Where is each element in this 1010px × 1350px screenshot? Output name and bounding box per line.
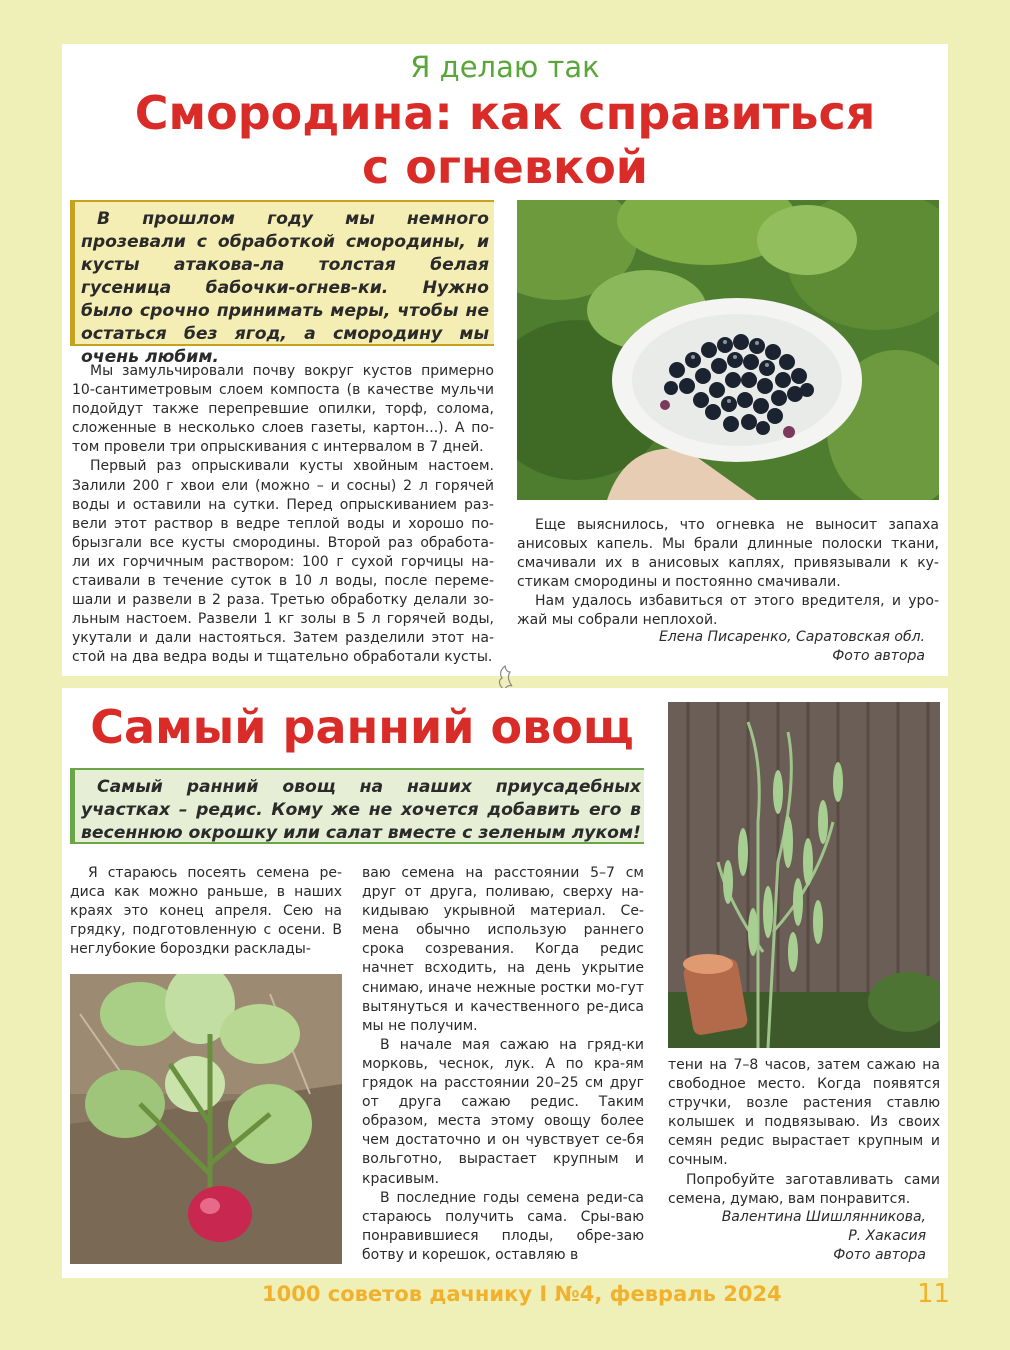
- article-radish-panel: [62, 688, 948, 1278]
- paragraph: Я стараюсь посеять семена ре-диса как можно раньше, в наших краях это конец апреля. Сею на грядку, подготовленную с осени. В неглубокие бороздки расклады-: [70, 865, 342, 958]
- author-region: Р. Хакасия: [848, 1228, 926, 1244]
- radish-photo: [70, 974, 342, 1264]
- paragraph: Мы замульчировали почву вокруг кустов примерно 10-сантиметровым слоем компоста (в качестве мульчи подойдут также перепревшие опилки, торф, солома, сложенные в несколько слоев газеты, картон...). А по-том провели три опрыскивания с интервалом в 7 дней.: [72, 363, 494, 456]
- article-title: Самый ранний овощ: [90, 700, 634, 754]
- author-name: Валентина Шишлянникова,: [721, 1209, 926, 1225]
- column-1: [70, 864, 342, 959]
- radish-plant-image: [70, 974, 342, 1264]
- paragraph: Первый раз опрыскивали кусты хвойным настоем. Залили 200 г хвои ели (можно – и сосны) 2 л горячей воды и оставили на сутки. Перед опрыскиванием раз-вели этот раствор в ведре теплой воды и хорошо по-брызгали все кусты смородины. Второй раз обработа-ли их горчичным раствором: 100 г сухой горчицы на-стаивали в течение суток в 10 л воды, после переме-шали и развели в 2 раза. Третью обработку делали зо-льным настоем. Развели 1 кг золы в 5 л горячей воды, укутали и дали настояться. Затем разделили этот на-стой на два ведра воды и тщательно обработали кусты.: [72, 458, 494, 666]
- column-2: [362, 864, 644, 1265]
- article-title-line2: с огневкой: [361, 140, 649, 194]
- lead-box: [70, 200, 494, 367]
- paragraph: Еще выяснилось, что огневка не выносит запаха анисовых капель. Мы брали длинные полоски ткани, смачивали их в анисовых каплях, привязывали к ку-стикам смородины и постоянно смачивали.: [517, 517, 939, 591]
- currant-photo: [517, 200, 939, 500]
- magazine-footer: 1000 советов дачнику I №4, февраль 2024: [262, 1282, 782, 1306]
- photo-credit: Фото автора: [832, 648, 925, 664]
- article-body-left: [72, 362, 494, 668]
- author-signature: Елена Писаренко, Саратовская обл.: [658, 629, 925, 645]
- currant-bowl-image: [517, 200, 939, 500]
- paragraph: ваю семена на расстоянии 5–7 см друг от друга, поливаю, сверху на-кидываю укрывной материал. Се-мена обычно использую раннего срока созревания. Когда редис начнет всходить, на день укрытие снимаю, иначе нежные ростки мо-гут вытянуться и качественного ре-диса мы не получим.: [362, 865, 644, 1034]
- lead-text: Самый ранний овощ на наших приусадебных участках – редис. Кому же не хочется добавить его в весеннюю окрошку или салат вместе с зеленым луком!: [81, 777, 641, 843]
- paragraph: Попробуйте заготавливать сами семена, думаю, вам понравится.: [668, 1171, 940, 1207]
- lead-box: [70, 768, 644, 844]
- photo-credit: Фото автора: [833, 1247, 926, 1263]
- paragraph: Нам удалось избавиться от этого вредителя, и уро-жай мы собрали неплохой.: [517, 593, 939, 629]
- radish-seeds-photo: [668, 702, 940, 1048]
- rubric-label: Я делаю так: [410, 50, 600, 84]
- paragraph: В последние годы семена реди-са стараюсь получить сама. Сры-ваю понравившиеся плоды, обре-заю ботву и корешок, оставляю в: [362, 1189, 644, 1263]
- paragraph: В начале мая сажаю на гряд-ки морковь, чеснок, лук. А по кра-ям грядок на расстоянии 20–25 см друг от друга сажаю редис. Таким образом, места этому овощу более чем достаточно и он чувствует се-бя вольготно, вырастает крупным и красивым.: [362, 1036, 644, 1187]
- page-number: 11: [917, 1279, 951, 1309]
- article-title-line1: Смородина: как справиться: [134, 86, 876, 140]
- column-3: [668, 1056, 940, 1209]
- paragraph: тени на 7–8 часов, затем сажаю на свободное место. Когда появятся стручки, возле растения ставлю колышек и подвязываю. Из своих семян редис вырастает крупным и сочным.: [668, 1057, 940, 1169]
- radish-seed-pods-image: [668, 702, 940, 1048]
- article-body-right: [517, 516, 939, 631]
- article-currant-panel: [62, 44, 948, 676]
- lead-text: В прошлом году мы немного прозевали с обработкой смородины, и кусты атакова-ла толстая белая гусеница бабочки-огнев-ки. Нужно было срочно принимать меры, чтобы не остаться без ягод, а смородину мы очень любим.: [81, 209, 489, 367]
